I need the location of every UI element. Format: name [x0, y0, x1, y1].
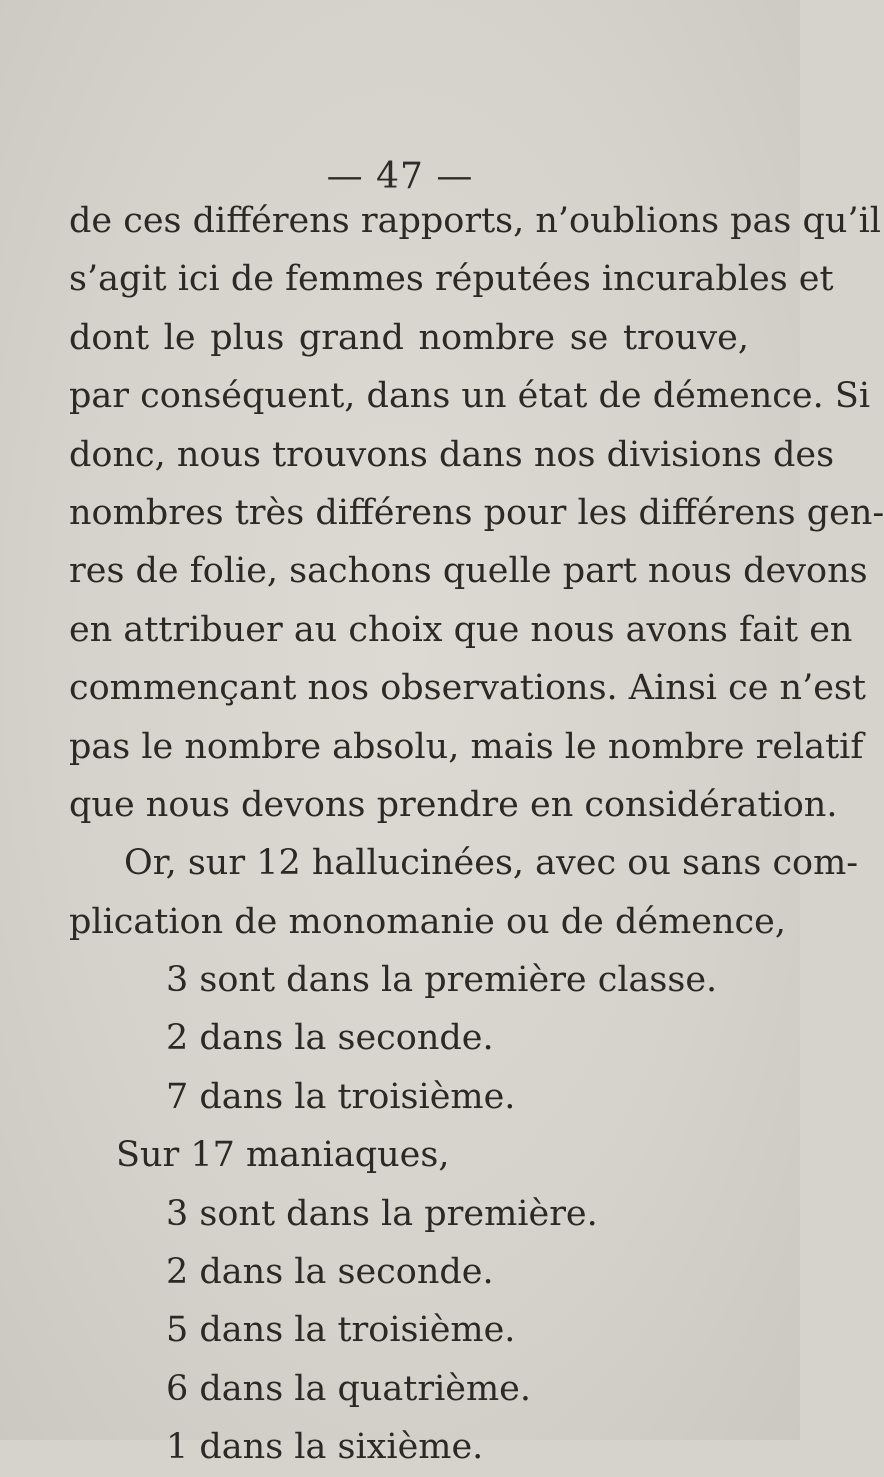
- text-line: commençant nos observations. Ainsi ce n’est: [69, 668, 866, 709]
- text-line: donc, nous trouvons dans nos divisions des: [69, 434, 835, 475]
- list-item: 1 dans la sixième.: [166, 1427, 484, 1468]
- text-line: par conséquent, dans un état de démence. Si: [69, 376, 871, 417]
- list-item: 7 dans la troisième.: [166, 1076, 516, 1117]
- text-line: res de folie, sachons quelle part nous devons: [69, 551, 868, 592]
- page-number: — 47 —: [326, 156, 474, 197]
- list-heading: Sur 17 maniaques,: [116, 1135, 450, 1176]
- list-item: 2 dans la seconde.: [166, 1018, 494, 1059]
- list-item: 3 sont dans la première.: [166, 1193, 598, 1234]
- text-line: nombres très différens pour les différens gen-: [69, 492, 884, 533]
- text-line: plication de monomanie ou de démence,: [69, 901, 786, 942]
- text-line: que nous devons prendre en considération.: [69, 784, 838, 825]
- list-item: 2 dans la seconde.: [166, 1252, 494, 1293]
- list-item: 6 dans la quatrième.: [166, 1368, 532, 1409]
- body-text: [69, 192, 884, 1477]
- text-line: s’agit ici de femmes réputées incurables et: [69, 259, 834, 300]
- text-line: dont le plus grand nombre se trouve,: [69, 317, 749, 358]
- list-item: 5 dans la troisième.: [166, 1310, 516, 1351]
- text-line: en attribuer au choix que nous avons fait en: [69, 609, 853, 650]
- paragraph-start: Or, sur 12 hallucinées, avec ou sans com-: [124, 843, 859, 884]
- text-line: pas le nombre absolu, mais le nombre relatif: [69, 726, 864, 767]
- text-line: de ces différens rapports, n’oublions pas qu’il: [69, 201, 881, 241]
- list-item: 3 sont dans la première classe.: [166, 960, 718, 1001]
